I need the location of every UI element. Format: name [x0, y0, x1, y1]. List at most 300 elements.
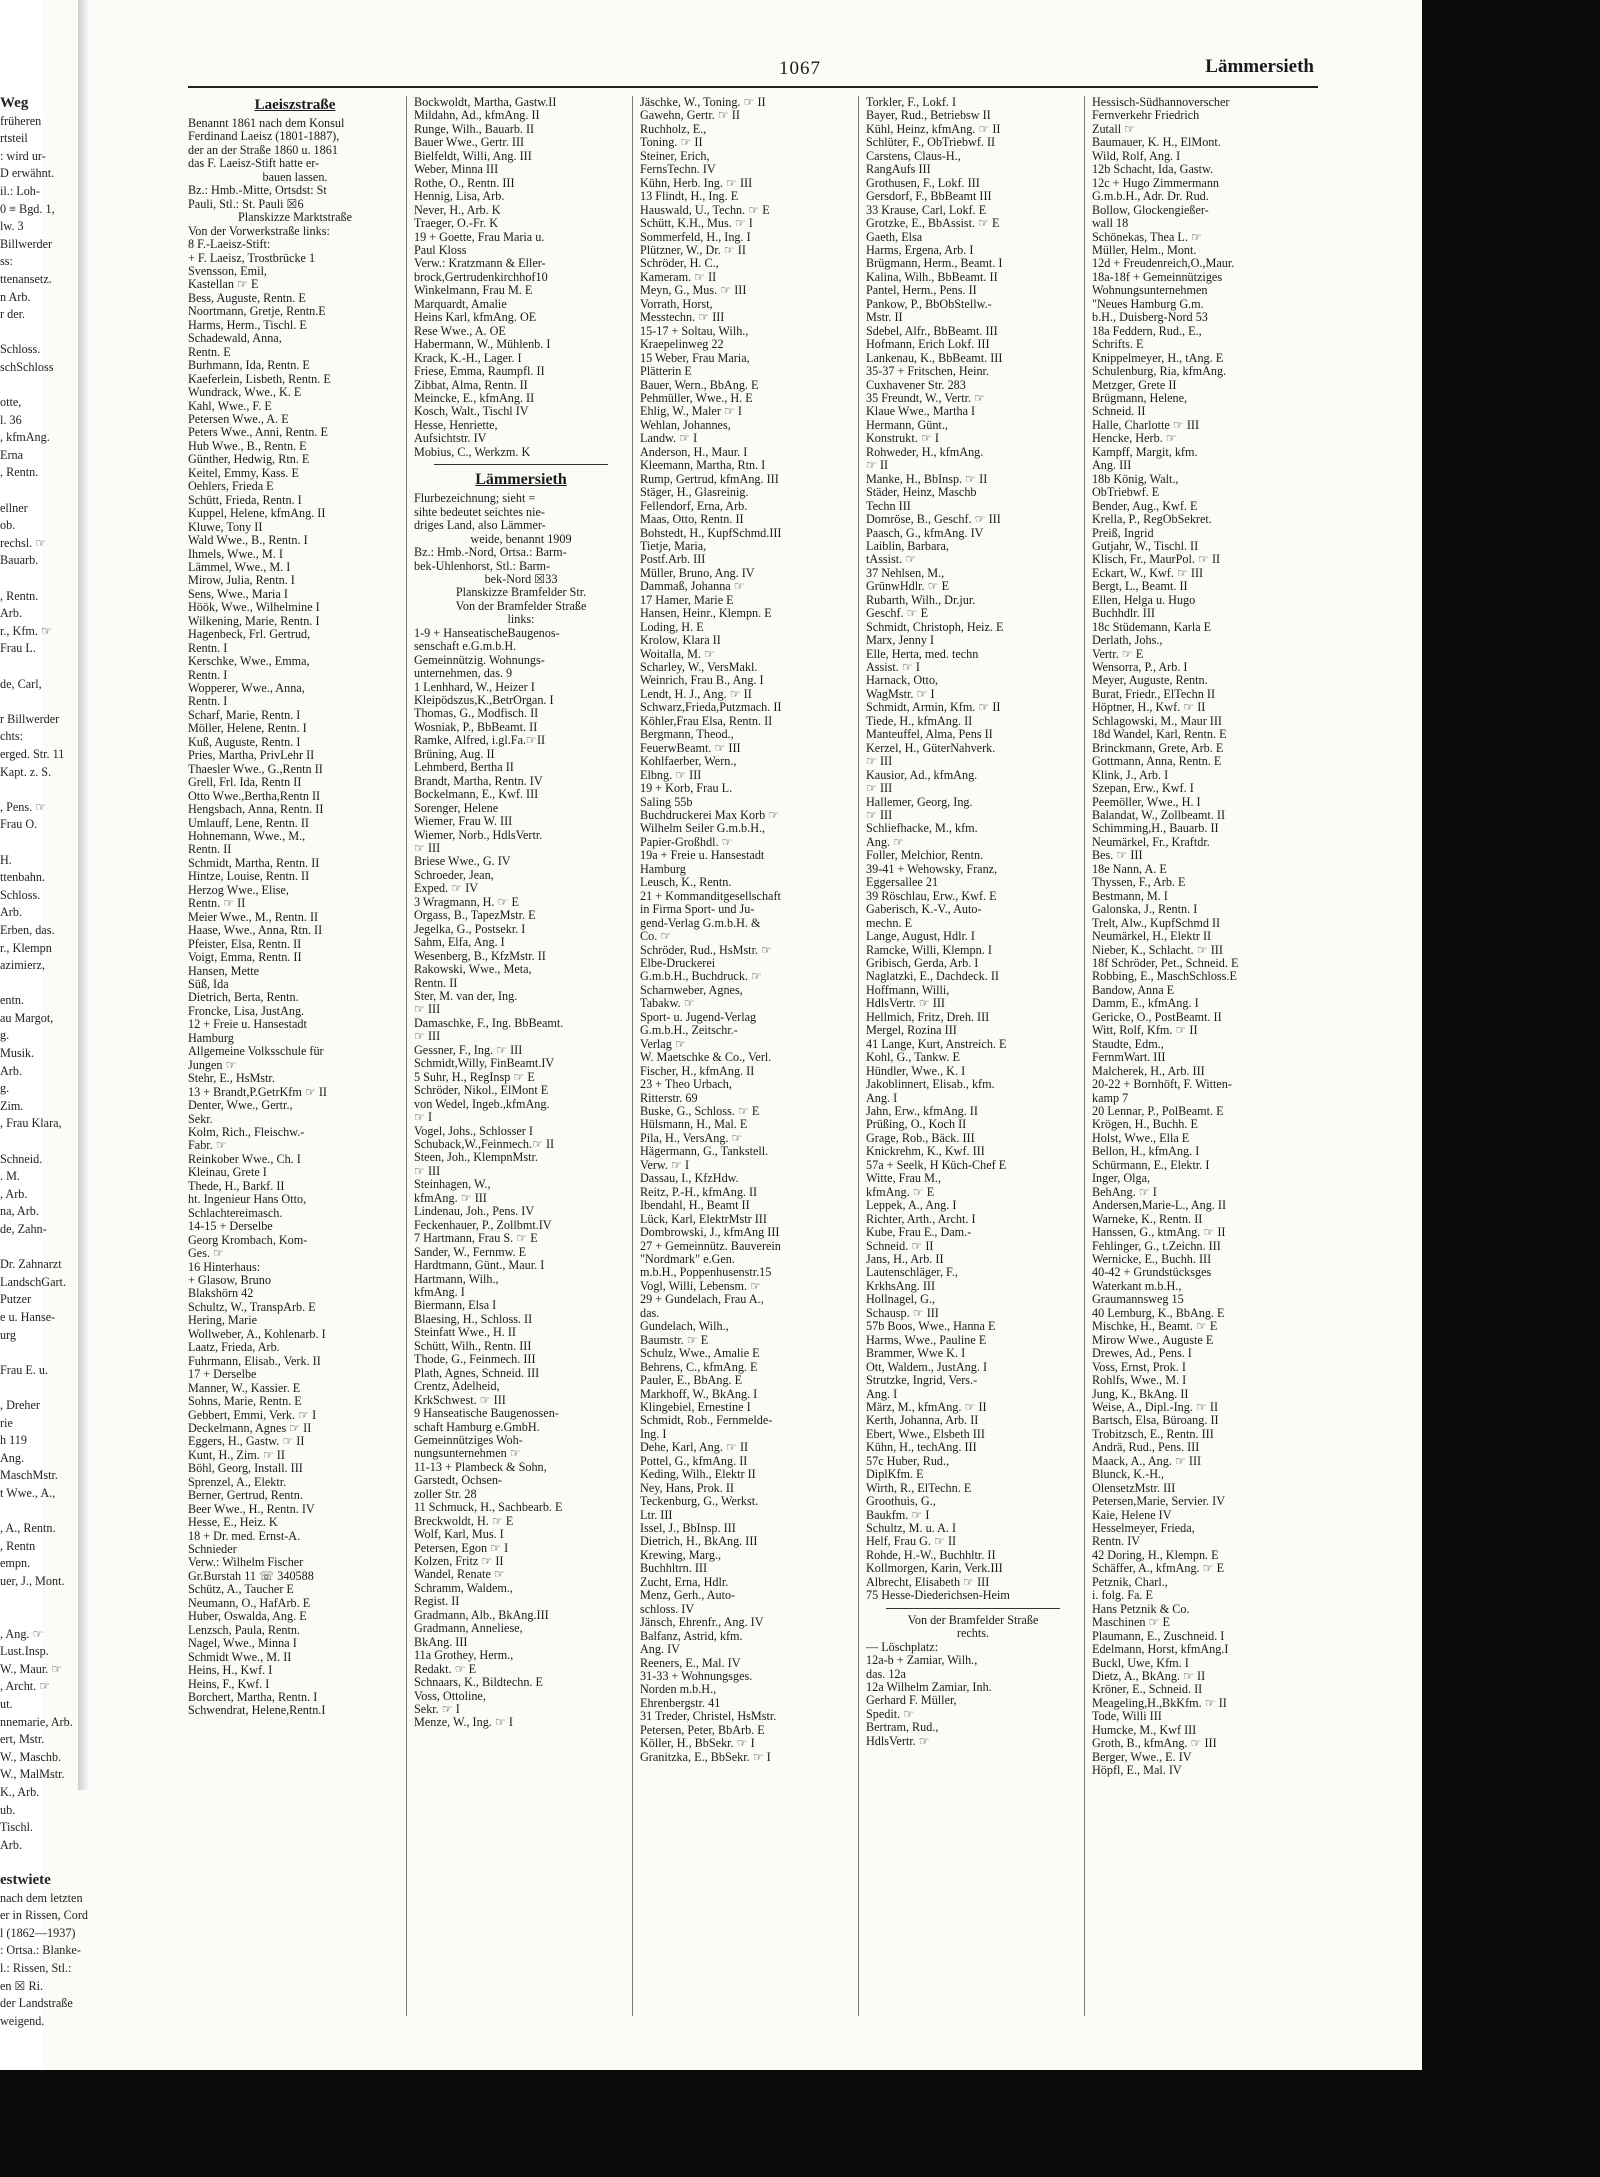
left-page-fragment: 0 ≡ Bgd. 1, [0, 201, 55, 216]
directory-entry: Städer, Heinz, Maschb [866, 485, 977, 500]
directory-entry: Süß, Ida [188, 977, 229, 991]
directory-entry: Lankenau, K., BbBeamt. III [866, 350, 1003, 365]
directory-entry: Thaesler Wwe., G.,Rentn II [188, 761, 323, 776]
directory-entry: Bielfeldt, Willi, Ang. III [414, 148, 532, 163]
directory-entry: Meincke, E., kfmAng. II [414, 390, 535, 405]
directory-entry: Malcherek, H., Arb. III [1092, 1063, 1205, 1078]
directory-entry: 8 F.-Laeisz-Stift: [188, 237, 271, 252]
directory-entry: Rohlfs, Wwe., M. I [1092, 1373, 1187, 1388]
directory-entry: Bandow, Anna E [1092, 982, 1175, 997]
directory-entry: 57a + Seelk, H Küch-Chef E [866, 1157, 1007, 1172]
directory-entry: 35-37 + Fritschen, Heinr. [866, 364, 989, 379]
directory-entry: 18e Nann, A. E [1092, 861, 1167, 876]
directory-entry: Gradmann, Anneliese, [414, 1621, 523, 1636]
directory-entry: Galonska, J., Rentn. I [1092, 902, 1198, 917]
directory-entry: Schneid. II [1092, 404, 1146, 419]
directory-entry: Hennig, Lisa, Arb. [414, 189, 505, 204]
directory-entry: Staudte, Edm., [1092, 1036, 1164, 1051]
left-page-fragment: Arb. [0, 606, 23, 621]
directory-entry: kfmAng. ☞ E [866, 1184, 935, 1199]
directory-entry: Bender, Aug., Kwf. E [1092, 498, 1198, 513]
left-page-fragment: estwiete [0, 1871, 51, 1888]
directory-entry: Von der Bramfelder Straße [907, 1612, 1039, 1627]
directory-entry: Brügmann, Herm., Beamt. I [866, 256, 1003, 271]
left-page-fragment: h 119 [0, 1433, 27, 1448]
directory-entry: Garstedt, Ochsen- [414, 1473, 502, 1488]
directory-entry: Wehlan, Johannes, [640, 417, 731, 432]
left-page-fragment: , Frau Klara, [0, 1116, 62, 1131]
directory-entry: Gaberisch, K.-V., Auto- [866, 902, 982, 917]
directory-entry: Buchdruckerei Max Korb ☞ [640, 808, 780, 823]
directory-entry: Wollweber, A., Kohlenarb. I [188, 1326, 326, 1341]
directory-entry: b.H., Duisberg-Nord 53 [1092, 310, 1208, 325]
directory-entry: Pauler, E., BbAng. E [640, 1373, 743, 1388]
directory-entry: Petersen, Egon ☞ I [414, 1540, 509, 1555]
directory-entry: Heins, H., Kwf. I [188, 1663, 273, 1678]
left-page-fragment: au Margot, [0, 1010, 54, 1025]
directory-entry: Meier Wwe., M., Rentn. II [188, 909, 319, 924]
directory-entry: Hesse, E., Heiz. K [188, 1515, 278, 1530]
directory-entry: Schramm, Waldem., [414, 1580, 513, 1595]
directory-entry: Steen, Joh., KlempnMstr. [414, 1150, 538, 1165]
directory-entry: Jakoblinnert, Elisab., kfm. [866, 1077, 995, 1092]
directory-entry: Kalina, Wilh., BbBeamt. II [866, 269, 998, 284]
directory-column-4 [866, 96, 1080, 1748]
directory-entry: Berger, Wwe., E. IV [1092, 1749, 1192, 1764]
directory-entry: Harms, Ergena, Arb. I [866, 242, 974, 257]
directory-entry: Bz.: Hmb.-Mitte, Ortsdst: St [188, 183, 327, 198]
left-page-fragment: Frau O. [0, 817, 38, 832]
left-page-fragment: nnemarie, Arb. [0, 1714, 73, 1729]
directory-entry: Knickrehm, K., Kwf. III [866, 1144, 985, 1159]
directory-entry: Hoffmann, Willi, [866, 982, 950, 997]
directory-entry: Bockelmann, E., Kwf. III [414, 787, 539, 802]
directory-entry: Trelt, Alw., KupfSchmd II [1092, 915, 1221, 930]
directory-entry: Rese Wwe., A. OE [414, 323, 506, 338]
directory-entry: Ing. I [640, 1426, 667, 1441]
directory-entry: Umlauff, Lene, Rentn. II [188, 815, 309, 830]
directory-entry: Kohlfaerber, Wern., [640, 754, 737, 769]
directory-entry: Wesenberg, B., KfzMstr. II [414, 948, 546, 963]
page-number: 1067 [779, 58, 821, 79]
directory-entry: Hollnagel, G., [866, 1292, 936, 1307]
left-page-fragment: K., Arb. [0, 1785, 40, 1799]
directory-entry: Carstens, Claus-H., [866, 148, 961, 163]
left-page-fragment: g. [0, 1028, 10, 1043]
directory-entry: Wilkening, Marie, Rentn. I [188, 613, 320, 628]
directory-entry: Sohns, Marie, Rentn. E [188, 1394, 302, 1409]
directory-entry: 20 Lennar, P., PolBeamt. E [1092, 1103, 1224, 1118]
directory-entry: Brügmann, Helene, [1092, 390, 1188, 405]
directory-entry: Winkelmann, Frau M. E [414, 283, 533, 298]
directory-entry: Böhl, Georg, Install. III [188, 1461, 303, 1476]
directory-entry: Meyn, G., Mus. ☞ III [640, 283, 747, 298]
directory-entry: Gribisch, Gerda, Arb. I [866, 956, 979, 970]
directory-entry: Baumauer, K. H., ElMont. [1092, 135, 1221, 150]
directory-entry: der an der Straße 1860 u. 1861 [188, 142, 338, 157]
directory-entry: Preiß, Ingrid [1092, 525, 1154, 540]
left-page-fragment: urg [0, 1327, 17, 1342]
directory-entry: 14-15 + Derselbe [188, 1219, 273, 1234]
left-page-fragment [0, 1239, 75, 1257]
directory-entry: RangAufs III [866, 162, 931, 177]
directory-entry: Kahl, Wwe., F. E [188, 398, 272, 413]
directory-entry: Runge, Wilh., Bauarb. II [414, 121, 535, 136]
directory-entry: Hauswald, U., Techn. ☞ E [640, 202, 770, 217]
left-page-fragment: l (1862—1937) [0, 1925, 76, 1940]
directory-entry: Markhoff, W., BkAng. I [640, 1386, 758, 1401]
directory-entry: Schwarz,Frieda,Putzmach. II [640, 700, 782, 715]
directory-entry: Assist. ☞ I [866, 660, 920, 675]
left-page-fragment: D erwähnt. [0, 166, 55, 181]
directory-entry: Maas, Otto, Rentn. II [640, 512, 744, 527]
directory-entry: Bayer, Rud., Betriebsw II [866, 108, 991, 123]
directory-entry: 15 Weber, Frau Maria, [640, 350, 750, 365]
left-page-fragment: ert, Mstr. [0, 1732, 45, 1747]
left-page-fragment: W., Maur. ☞ [0, 1661, 63, 1676]
directory-entry: Pehmüller, Wwe., H. E [640, 390, 753, 405]
left-page-fragment: , Rentn [0, 1538, 36, 1553]
directory-entry: Hencke, Herb. ☞ [1092, 431, 1177, 446]
directory-entry: Wundrack, Wwe., K. E [188, 385, 302, 400]
directory-entry: Hamburg [188, 1030, 234, 1045]
directory-entry: Waterkant m.b.H., [1092, 1278, 1182, 1293]
directory-entry: Hofmann, Erich Lokf. III [866, 337, 990, 352]
directory-entry: WagMstr. ☞ I [866, 686, 935, 701]
left-page-fragment [0, 1379, 75, 1397]
directory-entry: Steinfatt Wwe., H. II [414, 1325, 516, 1340]
directory-column-3 [640, 96, 854, 1764]
directory-entry: Gottmann, Anna, Rentn. E [1092, 754, 1222, 769]
directory-entry: 13 + Brandt,P.GetrKfm ☞ II [188, 1084, 327, 1099]
directory-entry: 75 Hesse-Diederichsen-Heim [866, 1588, 1010, 1603]
directory-entry: Dietz, A., BkAng. ☞ II [1092, 1669, 1206, 1684]
directory-entry: Andrä, Rud., Pens. III [1092, 1440, 1200, 1455]
directory-entry: Baumstr. ☞ E [640, 1332, 709, 1347]
directory-entry: Denter, Wwe., Gertr., [188, 1098, 293, 1113]
directory-entry: BehAng. ☞ I [1092, 1184, 1157, 1199]
directory-entry: Pantel, Herm., Pens. II [866, 283, 977, 298]
directory-entry: Reitz, P.-H., kfmAng. II [640, 1184, 758, 1199]
left-page-fragment: r der. [0, 307, 26, 322]
directory-entry: Bollow, Glockengießer- [1092, 202, 1209, 217]
directory-entry: Bertram, Rud., [866, 1720, 939, 1735]
directory-entry: Hagenbeck, Frl. Gertrud, [188, 627, 311, 642]
directory-entry: Manke, H., BbInsp. ☞ II [866, 471, 988, 486]
directory-entry: Schnaars, K., Bildtechn. E [414, 1675, 543, 1690]
directory-entry: Rump, Gertrud, kfmAng. III [640, 471, 779, 486]
directory-entry: Verlag ☞ [640, 1036, 686, 1051]
directory-entry: Jung, K., BkAng. II [1092, 1386, 1189, 1401]
left-page-fragment [0, 1854, 75, 1872]
directory-entry: Gawehn, Gertr. ☞ II [640, 108, 740, 123]
directory-entry: Rakowski, Wwe., Meta, [414, 962, 532, 977]
directory-column-2 [414, 96, 628, 1730]
directory-entry: Bohstedt, H., KupfSchmd.III [640, 525, 782, 540]
left-page-fragment [0, 781, 75, 799]
directory-entry: Wopperer, Wwe., Anna, [188, 681, 305, 696]
directory-entry: 31-33 + Wohnungsges. [640, 1669, 753, 1684]
directory-entry: Fernverkehr Friedrich [1092, 108, 1200, 123]
directory-entry: Leppek, A., Ang. I [866, 1198, 957, 1213]
directory-entry: Bergmann, Theod., [640, 727, 734, 742]
directory-entry: mechn. E [866, 915, 913, 930]
directory-entry: Hülsmann, H., Mal. E [640, 1117, 748, 1132]
directory-entry: Köller, H., BbSekr. ☞ I [640, 1736, 755, 1751]
directory-entry: Schulz, Wwe., Amalie E [640, 1346, 760, 1361]
directory-entry: Kluwe, Tony II [188, 519, 263, 534]
directory-entry: Kaeferlein, Lisbeth, Rentn. E [188, 371, 331, 386]
directory-entry: Kuppel, Helene, kfmAng. II [188, 506, 326, 521]
directory-entry: ObTriebwf. E [1092, 485, 1160, 500]
directory-entry: Tode, Willi III [1092, 1709, 1162, 1724]
directory-entry: Deckelmann, Agnes ☞ II [188, 1420, 312, 1435]
left-page-fragment: Ang. [0, 1450, 25, 1465]
directory-entry: Hanssen, G., ktmAng. ☞ II [1092, 1225, 1226, 1240]
directory-entry: 11 Schmuck, H., Sachbearb. E [414, 1500, 563, 1515]
directory-entry: Neumärkel, Fr., Kraftdr. [1092, 834, 1210, 849]
directory-entry: Bergt, L., Beamt. II [1092, 579, 1188, 594]
directory-entry: 9 Hanseatische Baugenossen- [414, 1406, 559, 1421]
directory-entry: Köhler,Frau Elsa, Rentn. II [640, 713, 773, 728]
directory-entry: Petersen, Peter, BbArb. E [640, 1722, 765, 1737]
directory-entry: das F. Laeisz-Stift hatte er- [188, 156, 320, 171]
directory-entry: Schäffer, A., kfmAng. ☞ E [1092, 1561, 1225, 1576]
directory-entry: Mischke, H., Beamt. ☞ E [1092, 1319, 1218, 1334]
left-page-fragment: r., Klempn [0, 940, 52, 955]
directory-entry: Kraepelinweg 22 [640, 337, 724, 352]
directory-entry: Naglatzki, E., Dachdeck. II [866, 969, 999, 984]
directory-entry: Keitel, Emmy, Kass. E [188, 465, 299, 480]
directory-entry: Ang. I [866, 1090, 898, 1105]
directory-entry: + Glasow, Bruno [188, 1272, 271, 1287]
directory-entry: Grage, Rob., Bäck. III [866, 1130, 975, 1145]
directory-entry: Stäger, H., Glasreinig. [640, 485, 749, 500]
directory-entry: Balfanz, Astrid, kfm. [640, 1628, 743, 1643]
directory-entry: Rentn. I [188, 694, 228, 709]
directory-entry: Allgemeine Volksschule für [188, 1044, 324, 1059]
left-page-fragment: LandschGart. [0, 1274, 66, 1289]
directory-entry: bek-Uhlenhorst, Stl.: Barm- [414, 558, 551, 573]
left-page-fragment: nach dem letzten [0, 1890, 83, 1905]
directory-entry: Rohde, H.-W., Buchhltr. II [866, 1547, 996, 1562]
directory-entry: Höök, Wwe., Wilhelmine I [188, 600, 320, 615]
directory-entry: Graumannsweg 15 [1092, 1292, 1184, 1307]
left-page-fragment: , Archt. ☞ [0, 1679, 51, 1694]
directory-entry: Jäschke, W., Toning. ☞ II [640, 95, 766, 109]
directory-entry: Krolow, Klara II [640, 633, 721, 648]
directory-entry: Manteuffel, Alma, Pens II [866, 727, 993, 742]
directory-entry: 37 Nehlsen, M., [866, 565, 945, 580]
left-page-fragment: rechsl. ☞ [0, 535, 47, 550]
directory-entry: Fuhrmann, Elisab., Verk. II [188, 1353, 321, 1368]
directory-entry: Möller, Helene, Rentn. I [188, 721, 307, 736]
left-page-fragment [0, 1608, 75, 1626]
directory-entry: Vogl, Willi, Lebensm. ☞ [640, 1278, 762, 1293]
directory-entry: Pries, Martha, PrivLehr II [188, 748, 315, 763]
directory-entry: Hans Petznik & Co. [1092, 1601, 1190, 1616]
directory-entry: Mirow Wwe., Auguste E [1092, 1332, 1214, 1347]
directory-entry: Rentn. I [188, 640, 228, 655]
directory-entry: das. [640, 1305, 660, 1320]
directory-entry: 12d + Freudenreich,O.,Maur. [1092, 256, 1235, 271]
directory-entry: Plützner, W., Dr. ☞ II [640, 242, 746, 257]
left-page-fragment: erged. Str. 11 [0, 746, 65, 761]
directory-entry: Hellmich, Fritz, Dreh. III [866, 1009, 990, 1024]
directory-entry: Sorenger, Helene [414, 800, 499, 815]
left-page-fragment: l.: Rissen, Stl.: [0, 1960, 72, 1975]
directory-entry: 18f Schröder, Pet., Schneid. E [1092, 956, 1239, 970]
directory-entry: Buckl, Uwe, Kfm. I [1092, 1655, 1189, 1670]
left-page-fragment: rtsteil [0, 131, 28, 146]
directory-entry: Fehlinger, G., t.Zeichn. III [1092, 1238, 1221, 1253]
directory-entry: Vorrath, Horst, [640, 296, 713, 311]
directory-entry: ☞ II [866, 458, 889, 473]
directory-entry: 11a Grothey, Herm., [414, 1648, 514, 1663]
directory-entry: Bauer, Wern., BbAng. E [640, 377, 759, 392]
directory-entry: Landw. ☞ I [640, 431, 698, 446]
directory-entry: Kerzel, H., GüterNahverk. [866, 740, 996, 755]
directory-entry: ☞ III [866, 754, 893, 769]
directory-entry: Bestmann, M. I [1092, 888, 1168, 903]
directory-entry: Nagel, Wwe., Minna I [188, 1636, 297, 1651]
left-page-fragment: il.: Loh- [0, 183, 40, 198]
directory-entry: 15-17 + Soltau, Wilh., [640, 323, 749, 338]
directory-entry: Kröner, E., Schneid. II [1092, 1682, 1203, 1697]
directory-entry: Szepan, Erw., Kwf. I [1092, 781, 1194, 796]
directory-entry: Wilhelm Seiler G.m.b.H., [640, 821, 766, 836]
left-page-fragment: de, Zahn- [0, 1222, 47, 1236]
directory-entry: Kuß, Auguste, Rentn. I [188, 734, 301, 749]
directory-entry: 5 Suhr, H., RegInsp ☞ E [414, 1069, 535, 1084]
directory-entry: Elbng. ☞ III [640, 767, 702, 782]
directory-entry: Postf.Arb. III [640, 552, 706, 567]
directory-entry: Geschf. ☞ E [866, 606, 929, 621]
directory-entry: Breckwoldt, H. ☞ E [414, 1513, 514, 1528]
directory-entry: Mergel, Rozina III [866, 1023, 957, 1038]
directory-entry: Kampff, Margit, kfm. [1092, 444, 1198, 459]
directory-entry: Pankow, P., BbObStellw.- [866, 296, 992, 311]
left-page-fragment: Bauarb. [0, 553, 39, 568]
directory-entry: Foller, Melchior, Rentn. [866, 848, 984, 863]
directory-entry: Ritterstr. 69 [640, 1090, 698, 1105]
directory-entry: Lendt, H. J., Ang. ☞ II [640, 686, 752, 701]
directory-entry: G.m.b.H., Zeitschr.- [640, 1023, 738, 1038]
directory-entry: Pauli, Stl.: St. Pauli ☒6 [188, 196, 304, 211]
directory-entry: Kohl, G., Tankw. E [866, 1050, 960, 1065]
left-page-fragment: Schneid. [0, 1151, 43, 1166]
directory-entry: Kolm, Rich., Fleischw.- [188, 1124, 305, 1139]
directory-entry: Lautenschläger, F., [866, 1265, 958, 1280]
directory-entry: bek-Nord ☒33 [484, 571, 558, 586]
directory-entry: Brammer, Wwe K. I [866, 1346, 966, 1361]
directory-entry: Otto Wwe.,Bertha,Rentn II [188, 788, 321, 803]
directory-entry: 31 Treder, Christel, HsMstr. [640, 1709, 777, 1724]
left-page-fragment: e u. Hanse- [0, 1309, 56, 1324]
directory-entry: Elbe-Druckerei [640, 956, 716, 970]
directory-entry: Müller, Helm., Mont. [1092, 242, 1197, 257]
directory-entry: Krögen, H., Buchh. E [1092, 1117, 1198, 1132]
directory-entry: 57c Huber, Rud., [866, 1453, 950, 1468]
directory-entry: Plätterin E [640, 364, 692, 379]
directory-entry: Hartmann, Wilh., [414, 1271, 499, 1286]
directory-entry: Hessisch-Südhannoverscher [1092, 95, 1230, 109]
directory-entry: Thyssen, F., Arb. E [1092, 875, 1186, 890]
directory-entry: Buchhdlr. III [1092, 606, 1155, 621]
left-page-fragment: W., Maschb. [0, 1749, 62, 1764]
directory-entry: Schneid. ☞ II [866, 1238, 934, 1253]
directory-entry: Damm, E., kfmAng. I [1092, 996, 1199, 1011]
directory-entry: Kausior, Ad., kfmAng. [866, 767, 978, 782]
directory-entry: Schütt, Wilh., Rentn. III [414, 1338, 532, 1353]
directory-entry: Planskizze Marktstraße [237, 210, 353, 225]
directory-entry: Beer Wwe., H., Rentn. IV [188, 1501, 315, 1516]
left-page-fragment: Kapt. z. S. [0, 764, 52, 779]
directory-entry: Kühn, H., techAng. III [866, 1440, 977, 1455]
directory-entry: Brandt, Martha, Rentn. IV [414, 773, 543, 788]
directory-entry: Grothusen, F., Lokf. III [866, 175, 980, 190]
directory-entry: 12 + Freie u. Hansestadt [188, 1017, 307, 1032]
directory-entry: Robbing, E., MaschSchloss.E [1092, 969, 1237, 984]
left-page-fragment: ut. [0, 1697, 13, 1712]
directory-entry: Burat, Friedr., ElTechn II [1092, 686, 1216, 701]
directory-entry: Kühn, Herb. Ing. ☞ III [640, 175, 753, 190]
directory-entry: Tabakw. ☞ [640, 996, 695, 1011]
directory-entry: Witte, Frau M., [866, 1171, 941, 1186]
directory-entry: Höpfl, E., Mal. IV [1092, 1763, 1182, 1778]
directory-entry: Weinrich, Frau B., Ang. I [640, 673, 764, 688]
directory-entry: G.m.b.H., Adr. Dr. Rud. [1092, 189, 1209, 204]
directory-entry: Konstrukt. ☞ I [866, 431, 939, 446]
left-page-fragment [0, 1590, 75, 1608]
directory-entry: Svensson, Emil, [188, 263, 267, 278]
directory-entry: Hägermann, G., Tankstell. [640, 1144, 769, 1159]
directory-entry: Schroeder, Jean, [414, 867, 494, 882]
directory-entry: 17 Hamer, Marie E [640, 592, 734, 607]
directory-entry: 18a Feddern, Rud., E., [1092, 323, 1202, 338]
directory-entry: Jegelka, G., Postsekr. I [414, 921, 526, 936]
directory-entry: Rothe, O., Rentn. III [414, 175, 515, 190]
directory-entry: Gutjahr, W., Tischl. II [1092, 538, 1199, 553]
directory-entry: 33 Krause, Carl, Lokf. E [866, 202, 987, 217]
directory-entry: Derlath, Johs., [1092, 633, 1163, 648]
directory-entry: Klingebiel, Ernestine I [640, 1399, 751, 1414]
directory-entry: ☞ I [414, 1110, 433, 1125]
directory-entry: Woitalla, M. ☞ [640, 646, 715, 661]
directory-entry: Ehlig, W., Maler ☞ I [640, 404, 742, 419]
directory-entry: Jahn, Erw., kfmAng. II [866, 1103, 978, 1118]
directory-entry: kfmAng. ☞ III [414, 1190, 487, 1205]
directory-entry: Strutzke, Ingrid, Vers.- [866, 1373, 978, 1388]
directory-entry: 29 + Gundelach, Frau A., [640, 1292, 764, 1307]
directory-entry: Klaue Wwe., Martha I [866, 404, 976, 419]
left-page-fragment [0, 1503, 75, 1521]
directory-entry: Gemeinnütziges Woh- [414, 1432, 523, 1447]
left-page-fragment: Dr. Zahnarzt [0, 1257, 62, 1272]
directory-entry: Günther, Hedwig, Rtn. E [188, 452, 310, 467]
section-rule [434, 464, 608, 465]
directory-entry: Ott, Waldem., JustAng. I [866, 1359, 987, 1374]
directory-entry: Norden m.b.H., [640, 1682, 717, 1697]
directory-entry: "Nordmark" e.Gen. [640, 1251, 735, 1266]
directory-entry: Krewing, Marg., [640, 1547, 722, 1562]
directory-entry: Sport- u. Jugend-Verlag [640, 1009, 757, 1024]
left-page-fragment: , Rentn. [0, 465, 39, 480]
directory-entry: Halle, Charlotte ☞ III [1092, 417, 1200, 432]
directory-entry: Zucht, Erna, Hdlr. [640, 1574, 729, 1589]
directory-entry: Ang. ☞ [866, 834, 905, 849]
directory-entry: Sekr. [188, 1111, 213, 1126]
